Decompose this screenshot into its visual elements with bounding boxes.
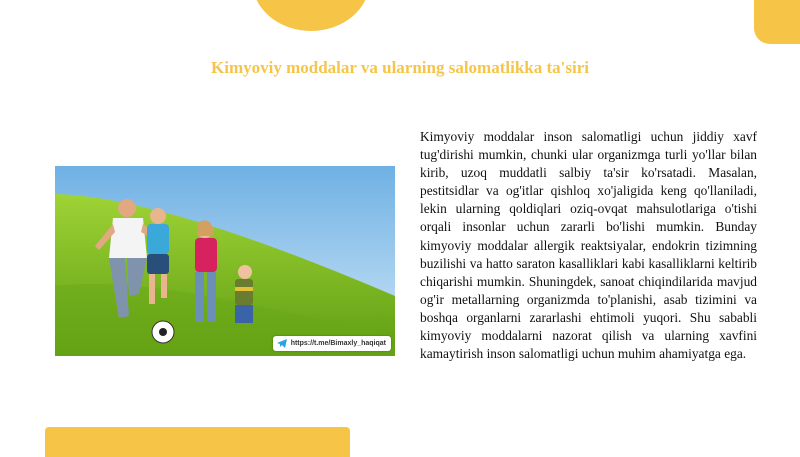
decorative-shape-top-right <box>754 0 800 44</box>
family-photo <box>55 166 395 356</box>
watermark-text: https://t.me/Bimaxly_haqiqat <box>290 340 386 347</box>
body-paragraph: Kimyoviy moddalar inson salomatligi uchun jiddiy xavf tug'dirishi mumkin, chunki ular organizmga turli yo'llar bilan kirib, uzoq muddatli salbiy ta'sir ko'rsatadi. Masalan, pestitsidlar va og'itlar qishloq xo'jaligida keng qo'llaniladi, lekin ularning qoldiqlari oziq-ovqat mahsulotlariga o'tishi orqali insonlar uchun zararli bo'lishi mumkin. Bunday kimyoviy moddalar allergik reaktsiyalar, endokrin tizimning buzilishi va hatto saraton kasalliklari kabi kasalliklarni keltirib chiqarishi mumkin. Shuningdek, sanoat chiqindilarida mavjud og'ir metallarning organizmda to'planishi, asab tizimini va boshqa organlarni zararlashi ehtimoli yuqori. Shu sababli kimyoviy moddalarni nazorat qilish va ularning xavfini kamaytirish inson salomatligi uchun muhim ahamiyatga ega. <box>420 129 757 362</box>
watermark-link <box>273 336 391 351</box>
decorative-circle-top <box>252 0 370 31</box>
football <box>152 321 174 343</box>
decorative-bar-bottom <box>45 427 350 457</box>
slide-title: Kimyoviy moddalar va ularning salomatlikka ta'siri <box>211 58 589 77</box>
family-illustration <box>55 166 395 356</box>
telegram-icon <box>277 339 287 348</box>
